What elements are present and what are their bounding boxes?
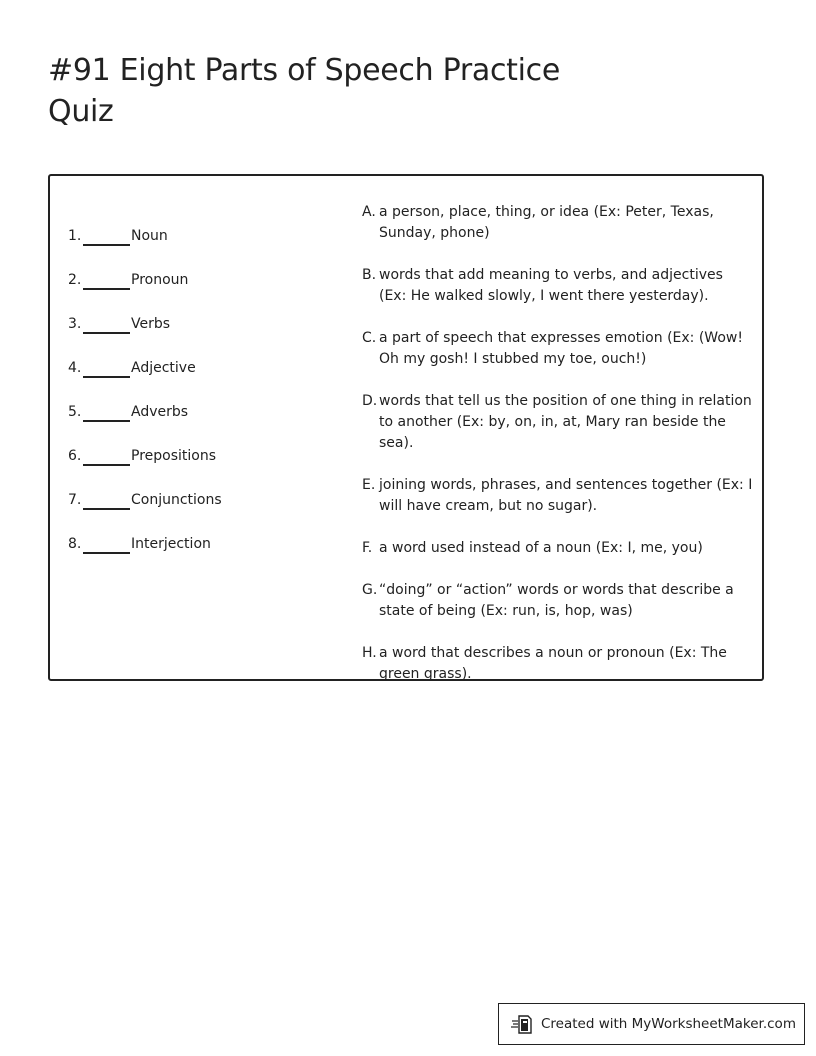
created-with-badge[interactable] [498,1003,805,1045]
term-number: 4. [68,360,82,376]
definition-letter: E. [362,477,376,493]
definition-e [362,475,754,517]
definition-text: “doing” or “action” words or words that describe a state of being (Ex: run, is, hop, was) [379,582,734,619]
term-word: Adverbs [131,404,189,420]
term-row-8 [68,510,338,554]
definition-g [362,580,754,622]
answer-blank-5[interactable] [83,402,130,422]
definition-text: words that tell us the position of one thing in relation to another (Ex: by, on, in, at, Mary ran beside the sea). [379,393,752,451]
term-word: Pronoun [131,272,189,288]
term-number: 2. [68,272,82,288]
definition-text: a word used instead of a noun (Ex: I, me, you) [379,540,703,556]
definition-b [362,265,754,307]
answer-blank-2[interactable] [83,270,130,290]
term-word: Prepositions [131,448,217,464]
term-number: 8. [68,536,82,552]
term-word: Noun [131,228,168,244]
definitions-column [362,202,754,706]
term-word: Verbs [131,316,171,332]
answer-blank-1[interactable] [83,226,130,246]
term-number: 5. [68,404,82,420]
definition-text: joining words, phrases, and sentences together (Ex: I will have cream, but no sugar). [379,477,753,514]
matching-quiz-box [48,174,764,681]
term-row-7 [68,466,338,510]
definition-c [362,328,754,370]
created-with-label: Created with MyWorksheetMaker.com [541,1016,796,1032]
definition-letter: H. [362,645,377,661]
term-word: Conjunctions [131,492,222,508]
term-row-2 [68,246,338,290]
definition-letter: G. [362,582,378,598]
definition-letter: B. [362,267,377,283]
term-number: 7. [68,492,82,508]
answer-blank-3[interactable] [83,314,130,334]
definition-a [362,202,754,244]
term-number: 1. [68,228,82,244]
terms-column [68,202,338,554]
term-word: Adjective [131,360,196,376]
definition-letter: D. [362,393,378,409]
answer-blank-4[interactable] [83,358,130,378]
answer-blank-7[interactable] [83,490,130,510]
term-number: 6. [68,448,82,464]
definition-text: a person, place, thing, or idea (Ex: Peter, Texas, Sunday, phone) [379,204,714,241]
definition-h [362,643,754,685]
term-row-6 [68,422,338,466]
definition-d [362,391,754,454]
answer-blank-6[interactable] [83,446,130,466]
definition-f [362,538,754,559]
term-row-5 [68,378,338,422]
answer-blank-8[interactable] [83,534,130,554]
term-number: 3. [68,316,82,332]
worksheet-maker-logo-icon [511,1013,533,1035]
definition-letter: A. [362,204,376,220]
term-row-1 [68,202,338,246]
definition-text: words that add meaning to verbs, and adjectives (Ex: He walked slowly, I went there yesterday). [379,267,723,304]
definition-text: a part of speech that expresses emotion (Ex: (Wow! Oh my gosh! I stubbed my toe, ouch!) [379,330,743,367]
definition-letter: F. [362,540,373,556]
term-row-4 [68,334,338,378]
term-row-3 [68,290,338,334]
definition-letter: C. [362,330,377,346]
definition-text: a word that describes a noun or pronoun (Ex: The green grass). [379,645,727,682]
term-word: Interjection [131,536,211,552]
page-title: #91 Eight Parts of Speech Practice Quiz [48,53,561,129]
